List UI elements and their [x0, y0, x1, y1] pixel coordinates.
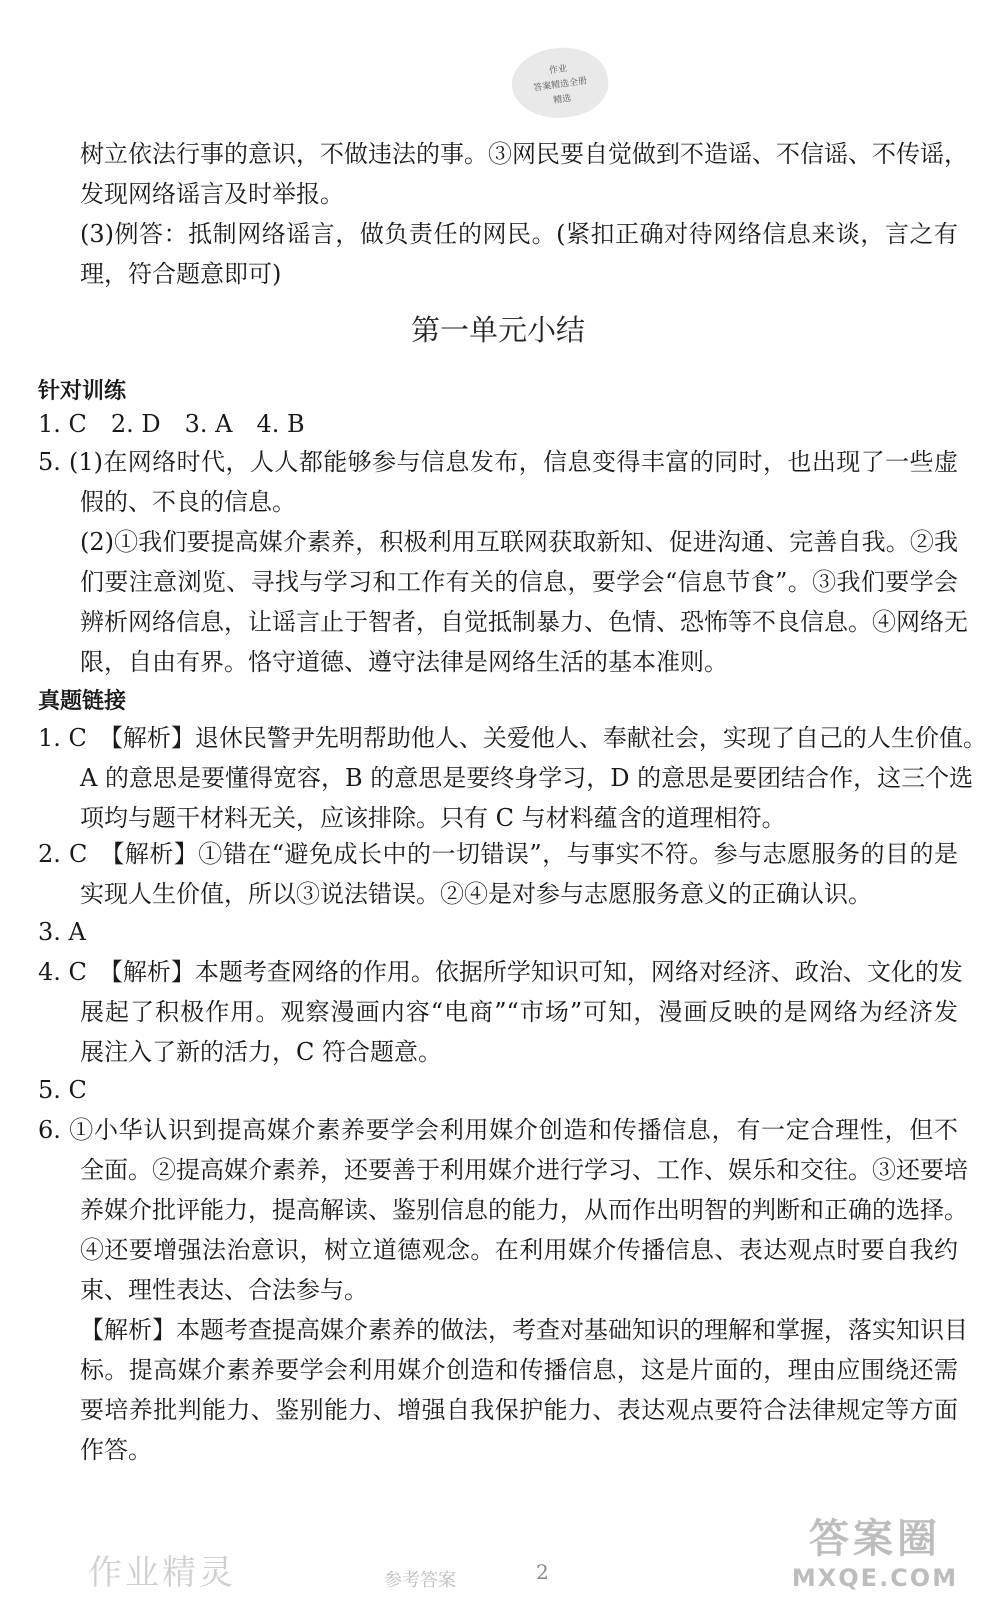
stamp-line-3: 精选 — [552, 93, 572, 106]
links-q6-analysis-line: 【解析】本题考查提高媒介素养的做法，考查对基础知识的理解和掌握，落实知识目 — [80, 1316, 968, 1344]
page-number: 2 — [536, 1560, 549, 1584]
right-watermark-logo — [770, 1506, 980, 1592]
training-q5-line: 限，自由有界。恪守道德、遵守法律是网络生活的基本准则。 — [80, 648, 728, 676]
continuation-line: 发现网络谣言及时举报。 — [80, 180, 344, 208]
links-q6-analysis-line: 作答。 — [80, 1436, 152, 1464]
links-q6-line: 束、理性表达、合法参与。 — [80, 1276, 368, 1304]
left-watermark: 作业精灵 — [88, 1553, 236, 1593]
links-q1-line: 1. C 【解析】退休民警尹先明帮助他人、关爱他人、奉献社会，实现了自己的人生价值。 — [38, 724, 987, 752]
links-heading: 真题链接 — [38, 689, 127, 714]
training-q5-line: 5. (1)在网络时代，人人都能够参与信息发布，信息变得丰富的同时，也出现了一些虚 — [38, 448, 958, 476]
links-q2-line: 实现人生价值，所以③说法错误。②④是对参与志愿服务意义的正确认识。 — [80, 880, 872, 908]
links-q6-line: 养媒介批评能力，提高解读、鉴别信息的能力，从而作出明智的判断和正确的选择。 — [80, 1196, 968, 1224]
training-q5-line: 辨析网络信息，让谣言止于智者，自觉抵制暴力、色情、恐怖等不良信息。④网络无 — [80, 608, 968, 636]
links-q6-line: 6. ①小华认识到提高媒介素养要学会利用媒介创造和传播信息，有一定合理性，但不 — [38, 1116, 958, 1144]
links-q6-line: 全面。②提高媒介素养，还要善于利用媒介进行学习、工作、娱乐和交往。③还要培 — [80, 1156, 968, 1184]
continuation-line: 理，符合题意即可) — [80, 260, 282, 288]
links-q6-analysis-line: 要培养批判能力、鉴别能力、增强自我保护能力、表达观点要符合法律规定等方面 — [80, 1396, 958, 1424]
training-heading: 针对训练 — [38, 379, 127, 404]
training-q5-line: 假的、不良的信息。 — [80, 488, 296, 516]
links-q2-line: 2. C 【解析】①错在“避免成长中的一切错误”，与事实不符。参与志愿服务的目的是 — [38, 840, 958, 868]
links-q1-line: 项均与题干材料无关，应该排除。只有 C 与材料蕴含的道理相符。 — [80, 804, 786, 832]
right-watermark-top: 答案圈 — [809, 1515, 941, 1562]
links-q6-line: ④还要增强法治意识，树立道德观念。在利用媒介传播信息、表达观点时要自我约 — [80, 1236, 958, 1264]
training-q5-line: 们要注意浏览、寻找与学习和工作有关的信息，要学会“信息节食”。③我们要学会 — [80, 568, 958, 596]
training-q5-line: (2)①我们要提高媒介素养，积极利用互联网获取新知、促进沟通、完善自我。②我 — [80, 528, 958, 556]
continuation-line: 树立依法行事的意识，不做违法的事。③网民要自觉做到不造谣、不信谣、不传谣， — [80, 140, 968, 168]
section-title: 第一单元小结 — [410, 313, 585, 347]
links-q1-line: A 的意思是要懂得宽容，B 的意思是要终身学习，D 的意思是要团结合作，这三个选 — [80, 764, 974, 792]
stamp-seal — [508, 42, 613, 125]
links-q5-line: 5. C — [38, 1076, 87, 1104]
training-answers-line: 1. C 2. D 3. A 4. B — [38, 410, 305, 438]
links-q6-analysis-line: 标。提高媒介素养要学会利用媒介创造和传播信息，这是片面的，理由应围绕还需 — [80, 1356, 958, 1384]
links-q4-line: 展注入了新的活力，C 符合题意。 — [80, 1038, 442, 1066]
footer-label: 参考答案 — [384, 1570, 456, 1591]
stamp-line-2: 答案精选全册 — [532, 75, 588, 94]
continuation-line: (3)例答：抵制网络谣言，做负责任的网民。(紧扣正确对待网络信息来谈，言之有 — [80, 220, 958, 248]
stamp-line-1: 作业 — [548, 63, 568, 76]
right-watermark-bottom: MXQE.COM — [791, 1563, 959, 1592]
links-q4-line: 展起了积极作用。观察漫画内容“电商”“市场”可知，漫画反映的是网络为经济发 — [80, 998, 958, 1026]
links-q3-line: 3. A — [38, 918, 86, 946]
links-q4-line: 4. C 【解析】本题考查网络的作用。依据所学知识可知，网络对经济、政治、文化的发 — [38, 958, 963, 986]
